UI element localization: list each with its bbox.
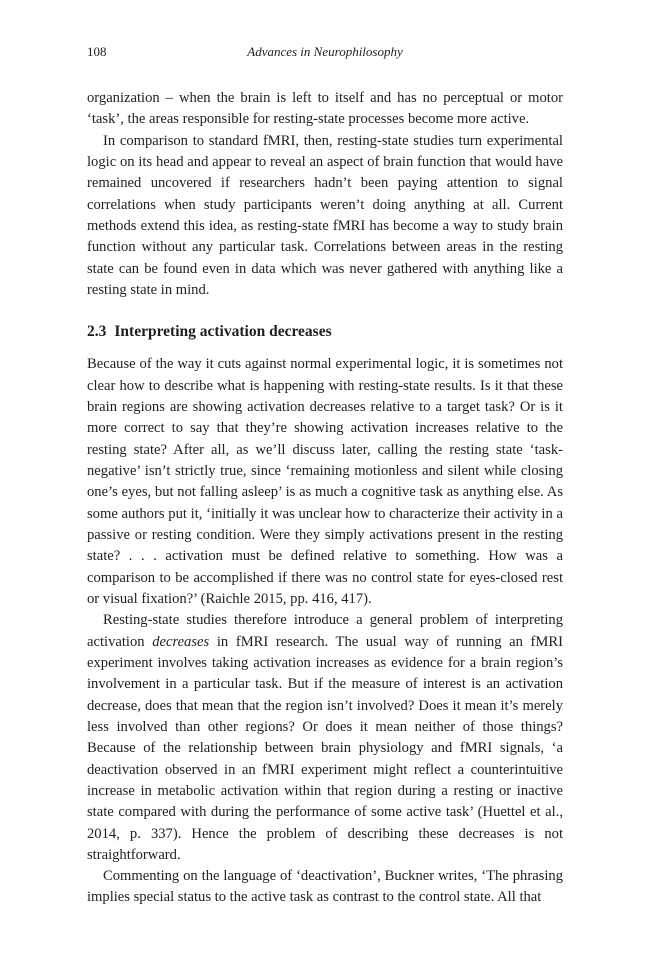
body-text <box>87 88 563 909</box>
book-title: Advances in Neurophilosophy <box>247 44 403 59</box>
paragraph-continued: organization – when the brain is left to itself and has no perceptual or motor ‘task’, the areas responsible for resting-state processes become more active. <box>87 90 563 128</box>
page-number: 108 <box>87 44 107 59</box>
paragraph-describing-results: Because of the way it cuts against normal experimental logic, it is sometimes not clear how to describe what is happening with resting-state results. Is it that these brain regions are showing activation decreases relative to a target task? Or is it more correct to say that they’re showing activation increases relative to the resting state? After all, as we’ll discuss later, calling the resting state ‘task-negative’ isn’t strictly true, since ‘remaining motionless and silent while closing one’s eyes, but not falling asleep’ is as much a cognitive task as anything else. As some authors put it, ‘initially it was unclear how to characterize their activity in a passive or resting condition. Were they simply activations present in the resting state? . . . activation must be defined relative to something. How was a comparison to be accomplished if there was no control state for eyes-closed rest or visual fixation?’ (Raichle 2015, pp. 416, 417). <box>87 356 563 607</box>
paragraph-buckner-comment: Commenting on the language of ‘deactivation’, Buckner writes, ‘The phrasing implies special status to the active task as contrast to the control state. All that <box>87 868 563 906</box>
paragraph-text-after-emphasis: in fMRI research. The usual way of running an fMRI experiment involves taking activation increases as evidence for a brain region’s involvement in a particular task. But if the measure of interest is an activation decrease, does that mean that the region isn’t involved? Does it mean it’s merely less involved than other regions? Or does it mean neither of those things? Because of the relationship between brain physiology and fMRI signals, ‘a deactivation observed in an fMRI experiment might reflect a counterintuitive increase in metabolic activation within that region during a resting or inactive state compared with during the performance of some active task’ (Huettel et al., 2014, p. 337). Hence the problem of describing these decreases is not straightforward. <box>87 633 563 863</box>
paragraph-text-before-emphasis: Resting-state studies therefore introduce a general problem of interpreting activation <box>87 612 563 650</box>
section-title: Interpreting activation decreases <box>114 323 332 341</box>
section-heading <box>87 322 563 342</box>
emphasized-word: decreases <box>152 633 210 650</box>
running-head <box>87 44 563 64</box>
section-number: 2.3 <box>87 323 107 341</box>
paragraph-resting-state-comparison: In comparison to standard fMRI, then, resting-state studies turn experimental logic on its head and appear to reveal an aspect of brain function that would have remained uncovered if researchers hadn’t been paying attention to signal correlations when study participants weren’t doing anything at all. Current methods extend this idea, as resting-state fMRI has become a way to study brain function without any particular task. Correlations between areas in the resting state can be found even in data which was never gathered with anything like a resting state in mind. <box>87 132 563 298</box>
paragraph-activation-decreases <box>87 610 563 866</box>
